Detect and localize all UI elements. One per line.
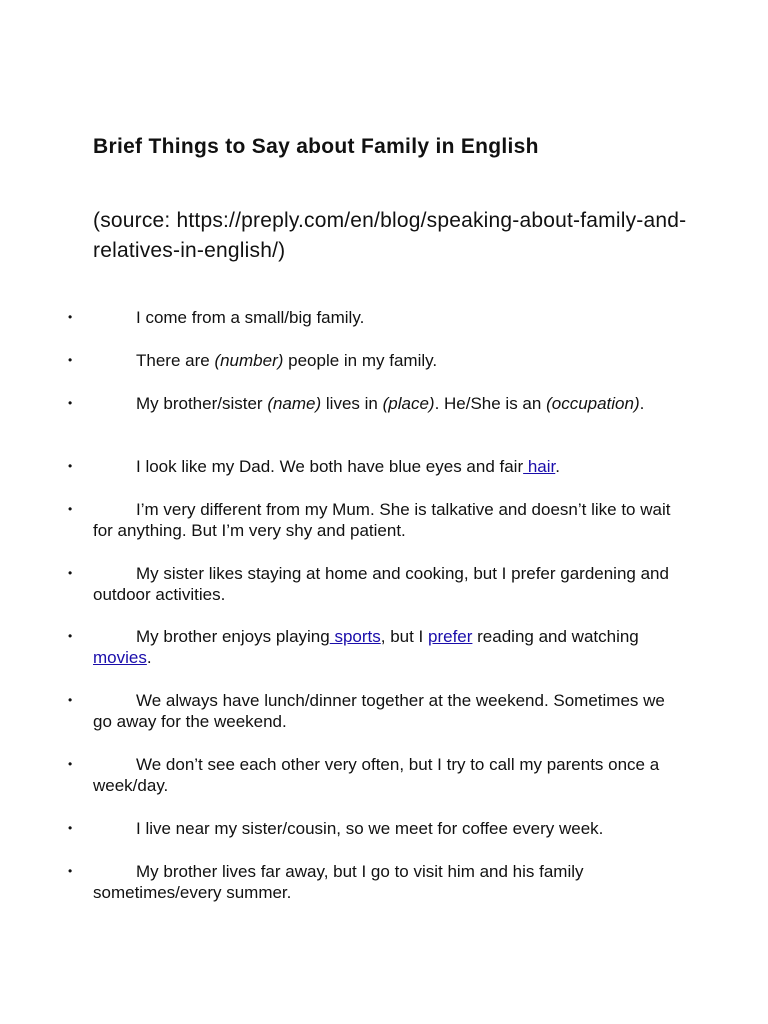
bullet-icon: • — [68, 757, 73, 771]
item-text: There are — [136, 351, 215, 370]
item-text: I’m very different from my Mum. She is talkative and doesn’t like to wait for anything. But I’m very shy and patient. — [93, 500, 671, 540]
item-placeholder: (place) — [382, 394, 435, 413]
item-text: . — [146, 648, 152, 667]
list-item — [68, 307, 683, 328]
item-text: people in my family. — [283, 351, 438, 370]
item-text: My sister likes staying at home and cooking, but I prefer gardening and outdoor activities. — [93, 564, 669, 604]
item-text: lives in — [321, 394, 383, 413]
item-text: I come from a small/big family. — [136, 308, 365, 327]
sports-link[interactable]: sports — [329, 627, 381, 646]
item-placeholder: (name) — [267, 394, 322, 413]
item-text: We don’t see each other very often, but I try to call my parents once a week/day. — [93, 755, 660, 795]
hair-link[interactable]: hair — [523, 457, 556, 476]
item-text: I look like my Dad. We both have blue eyes and fair — [136, 457, 524, 476]
list-item — [68, 754, 683, 796]
bullet-icon: • — [68, 821, 73, 835]
bullet-icon: • — [68, 502, 73, 516]
item-text: My brother lives far away, but I go to visit him and his family sometimes/every summer. — [93, 862, 584, 902]
list-item — [68, 456, 683, 477]
list-item — [68, 861, 683, 903]
list-item — [68, 350, 683, 371]
list-item — [68, 690, 683, 732]
item-text: My brother/sister — [136, 394, 268, 413]
item-text: reading and watching — [472, 627, 639, 646]
prefer-link[interactable]: prefer — [428, 627, 473, 646]
item-text: . He/She is an — [434, 394, 547, 413]
bullet-icon: • — [68, 566, 73, 580]
bullet-icon: • — [68, 693, 73, 707]
list-item — [68, 563, 683, 605]
item-text: We always have lunch/dinner together at the weekend. Sometimes we go away for the weekend. — [93, 691, 665, 731]
item-text: I live near my sister/cousin, so we meet for coffee every week. — [136, 819, 604, 838]
item-text: . — [555, 457, 560, 476]
source-citation: (source: https://preply.com/en/blog/speaking-about-family-and-relatives-in-english/) — [93, 209, 687, 262]
bullet-icon: • — [68, 864, 73, 878]
bullet-icon: • — [68, 310, 73, 324]
list-item — [68, 626, 683, 668]
bullet-icon: • — [68, 396, 73, 410]
list-item — [68, 499, 683, 541]
bullet-icon: • — [68, 353, 73, 367]
item-placeholder: (occupation) — [546, 394, 640, 413]
item-text: My brother enjoys playing — [136, 627, 330, 646]
bullet-icon: • — [68, 629, 73, 643]
item-placeholder: (number) — [214, 351, 284, 370]
item-text: , but I — [380, 627, 428, 646]
bullet-icon: • — [68, 459, 73, 473]
list-item — [68, 393, 683, 414]
page-title: Brief Things to Say about Family in English — [93, 135, 539, 158]
item-text: . — [639, 394, 645, 413]
movies-link[interactable]: movies — [93, 648, 147, 667]
list-item — [68, 818, 683, 839]
